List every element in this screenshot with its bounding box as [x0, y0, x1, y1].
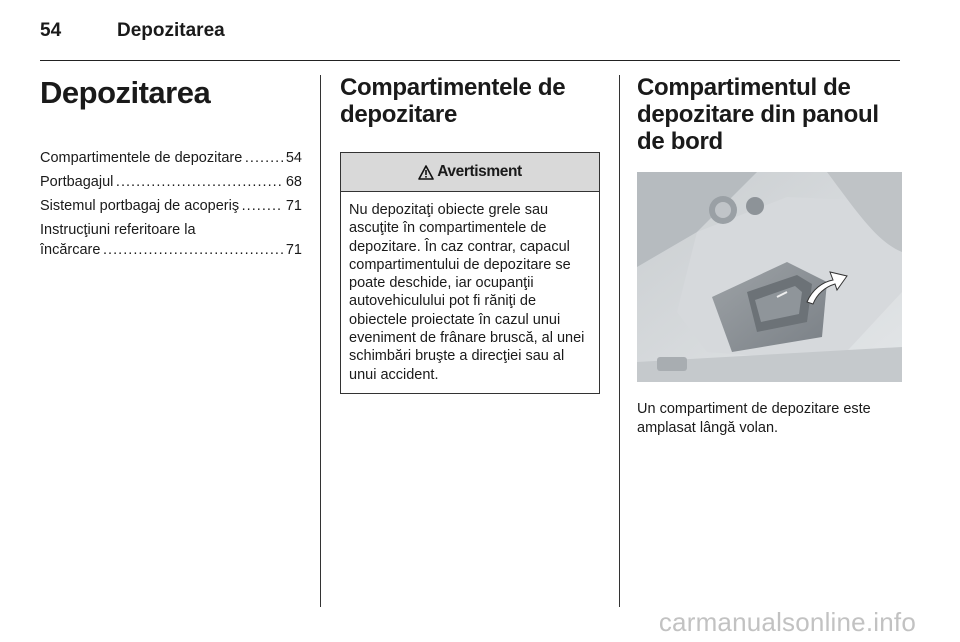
- warning-header: [341, 153, 599, 192]
- toc-entry-text: Portbagajul . . .: [40, 172, 283, 192]
- toc-entry-text: Compartimentele de depozitare . . .: [40, 148, 283, 168]
- toc-entry[interactable]: [40, 172, 302, 192]
- middle-column: [340, 74, 602, 394]
- column-divider-left: [320, 75, 321, 607]
- section-title: Compartimentele de depozitare: [340, 74, 566, 128]
- toc-entry-text: încărcare . . .: [40, 240, 283, 260]
- chapter-toc: [40, 148, 302, 260]
- warning-title: Avertisment: [437, 163, 522, 180]
- page-number: 54: [40, 20, 62, 41]
- running-title: Depozitarea: [117, 20, 225, 41]
- photo-caption: Un compartiment de depozitare este amplasat lângă volan.: [637, 401, 871, 436]
- watermark: carmanualsonline.info: [658, 607, 916, 637]
- toc-entry-text-line1: Instrucţiuni referitoare la: [40, 222, 196, 238]
- right-column: [637, 74, 902, 437]
- warning-text: Nu depozitaţi obiecte grele sau ascuţite în compartimentele de depozitare. În caz contrar, capacul compartimentului de depozitare se poate deschide, iar ocupanţii autovehiculului pot fi răniţi de obiectele proiectate în cazul unui eveniment de frânare bruscă, al unei schimbări bruşte a direcţiei sau al unui accident.: [349, 202, 585, 383]
- toc-entry-page: 68: [285, 174, 302, 190]
- toc-entry[interactable]: [40, 196, 302, 216]
- storage-compartment-photo: [637, 172, 902, 382]
- toc-entry-page: 54: [285, 150, 302, 166]
- toc-entry[interactable]: [40, 148, 302, 168]
- chapter-title: Depozitarea: [40, 75, 211, 110]
- column-divider-right: [619, 75, 620, 607]
- warning-triangle-icon: [418, 165, 434, 180]
- warning-box: [340, 152, 600, 394]
- toc-entry-page: 71: [285, 242, 302, 258]
- toc-entry-page: 71: [285, 198, 302, 214]
- header-rule: [40, 60, 900, 61]
- section-title-dashboard: Compartimentul de depozitare din panoul de bord: [637, 74, 879, 155]
- storage-compartment-illustration: [637, 172, 902, 382]
- chapter-column: [40, 74, 302, 260]
- toc-entry-multiline[interactable]: [40, 220, 302, 260]
- toc-entry-text: Sistemul portbagaj de acoperiş . . .: [40, 196, 283, 216]
- toc-entry: [40, 240, 302, 260]
